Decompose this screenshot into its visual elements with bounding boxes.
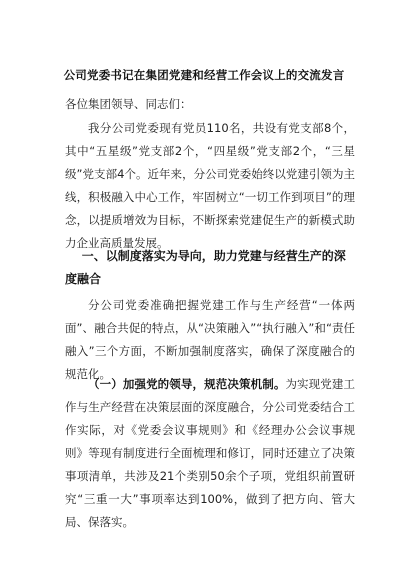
paragraph-subsection-1 bbox=[65, 373, 355, 534]
salutation: 各位集团领导、同志们： bbox=[65, 97, 192, 111]
document-title: 公司党委书记在集团党建和经营工作会议上的交流发言 bbox=[63, 68, 345, 82]
paragraph-intro: 我分公司党委现有党员110名，共设有党支部8个，其中“五星级”党支部2个，“四星级”党支部2个，“三星级”党支部4个。近年来，分公司党委始终以党建引领为主线，积极融入中心工作，牢固树立“一切工作到项目”的理念，以提质增效为目标，不断探索党建促生产的新模式助力企业高质量发展。 bbox=[65, 121, 355, 250]
subsection-body-1: 为实现党建工作与生产经营在决策层面的深度融合，分公司党委结合工作实际，对《党委会议事规则》和《经理办公会议事规则》等现有制度进行全面梳理和修订，同时还建立了决策事项清单，共涉及21个类别50余个子项，党组织前置研究“三重一大”事项率达到100%，做到了把方向、管大局、保落实。 bbox=[65, 377, 356, 529]
paragraph-section-1: 分公司党委准确把握党建工作与生产经营“一体两面”、融合共促的特点，从“决策融入”“执行融入”和“责任融入”三个方面，不断加强制度落实，确保了深度融合的规范化。 bbox=[65, 298, 355, 381]
section-heading-1: 一、以制度落实为导向，助力党建与经营生产的深度融合 bbox=[65, 249, 346, 286]
subsection-heading-1: （一）加强党的领导，规范决策机制。 bbox=[88, 377, 286, 391]
